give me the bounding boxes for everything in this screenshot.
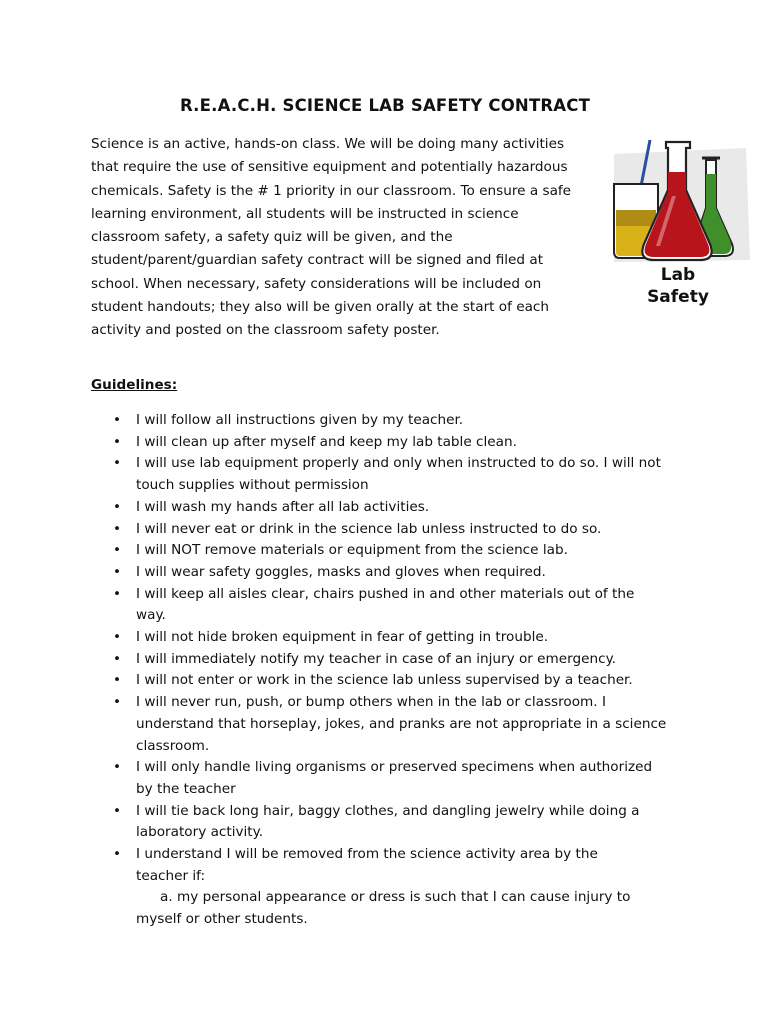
safety-caption: Safety xyxy=(647,287,709,307)
guideline-text: touch supplies without permission xyxy=(136,477,369,494)
intro-line: activity and posted on the classroom safety poster. xyxy=(91,322,440,339)
lab-caption: Lab xyxy=(660,265,696,285)
intro-line: student/parent/guardian safety contract will be signed and filed at xyxy=(91,252,544,269)
bullet-icon: • xyxy=(113,672,122,689)
bullet-icon: • xyxy=(113,498,122,515)
guideline-text: classroom. xyxy=(136,737,210,754)
bullet-icon: • xyxy=(113,563,122,580)
page-title: R.E.A.C.H. SCIENCE LAB SAFETY CONTRACT xyxy=(179,96,591,115)
guideline-item xyxy=(0,670,681,692)
guideline-item xyxy=(0,562,681,584)
guideline-item xyxy=(0,453,681,496)
guideline-text: I understand I will be removed from the science activity area by the xyxy=(136,846,598,863)
guideline-text: way. xyxy=(136,607,166,624)
bullet-icon: • xyxy=(113,650,122,667)
sub-item-text: a. my personal appearance or dress is such that I can cause injury to xyxy=(160,889,631,906)
guideline-text: I will immediately notify my teacher in case of an injury or emergency. xyxy=(136,650,617,667)
guideline-text: I will use lab equipment properly and only when instructed to do so. I will not xyxy=(136,455,661,472)
guideline-item xyxy=(0,649,681,671)
beaker-liquid-shade xyxy=(616,210,656,226)
bullet-icon: • xyxy=(113,585,122,602)
bullet-icon: • xyxy=(113,455,122,472)
bullet-icon: • xyxy=(113,759,122,776)
bullet-icon: • xyxy=(113,802,122,819)
bullet-icon: • xyxy=(113,542,122,559)
bullet-icon: • xyxy=(113,694,122,711)
guideline-text: I will NOT remove materials or equipment from the science lab. xyxy=(136,542,568,559)
guideline-item xyxy=(0,801,681,844)
guideline-text: understand that horseplay, jokes, and pranks are not appropriate in a science xyxy=(136,715,667,732)
guideline-text: I will wear safety goggles, masks and gloves when required. xyxy=(136,563,546,580)
bullet-icon: • xyxy=(113,846,122,863)
guidelines-list xyxy=(0,410,770,931)
guideline-text: I will not hide broken equipment in fear of getting in trouble. xyxy=(136,629,549,646)
guidelines-heading: Guidelines: xyxy=(91,377,178,393)
intro-line: school. When necessary, safety considerations will be included on xyxy=(91,275,542,292)
bullet-icon: • xyxy=(113,629,122,646)
intro-line: learning environment, all students will be instructed in science xyxy=(91,205,519,222)
guideline-item xyxy=(0,627,681,649)
guideline-text: I will only handle living organisms or preserved specimens when authorized xyxy=(136,759,653,776)
lab-glassware-icon xyxy=(606,134,754,310)
guideline-item xyxy=(0,540,681,562)
guideline-text: I will clean up after myself and keep my lab table clean. xyxy=(136,433,517,450)
intro-line: student handouts; they also will be given orally at the start of each xyxy=(91,299,550,316)
intro-line: chemicals. Safety is the # 1 priority in our classroom. To ensure a safe xyxy=(91,182,572,199)
guideline-item xyxy=(0,584,681,627)
guideline-text: I will follow all instructions given by my teacher. xyxy=(136,412,464,428)
bullet-icon: • xyxy=(113,433,122,450)
guideline-text: I will not enter or work in the science lab unless supervised by a teacher. xyxy=(136,672,633,689)
guideline-item xyxy=(0,519,681,541)
bullet-icon: • xyxy=(113,520,122,537)
guideline-item xyxy=(0,844,681,931)
guideline-text: laboratory activity. xyxy=(136,824,264,841)
guideline-item xyxy=(0,757,681,800)
guideline-item xyxy=(0,410,681,432)
guideline-text: by the teacher xyxy=(136,780,236,797)
guideline-text: I will never eat or drink in the science lab unless instructed to do so. xyxy=(136,520,602,537)
guideline-text: I will tie back long hair, baggy clothes, and dangling jewelry while doing a xyxy=(136,802,640,819)
guideline-item xyxy=(0,497,681,519)
intro-line: classroom safety, a safety quiz will be given, and the xyxy=(91,229,453,246)
sub-item-text: myself or other students. xyxy=(136,911,308,928)
bullet-icon: • xyxy=(113,412,122,428)
guideline-item xyxy=(0,692,681,757)
guideline-item xyxy=(0,432,681,454)
guideline-text: I will keep all aisles clear, chairs pushed in and other materials out of the xyxy=(136,585,635,602)
lab-safety-clipart xyxy=(606,134,754,310)
guideline-text: I will wash my hands after all lab activities. xyxy=(136,498,430,515)
intro-paragraph xyxy=(91,133,611,343)
intro-line: Science is an active, hands-on class. We will be doing many activities xyxy=(91,136,565,152)
intro-line: that require the use of sensitive equipment and potentially hazardous xyxy=(91,159,568,176)
guideline-text: I will never run, push, or bump others when in the lab or classroom. I xyxy=(136,694,606,711)
guideline-text: teacher if: xyxy=(136,867,206,884)
